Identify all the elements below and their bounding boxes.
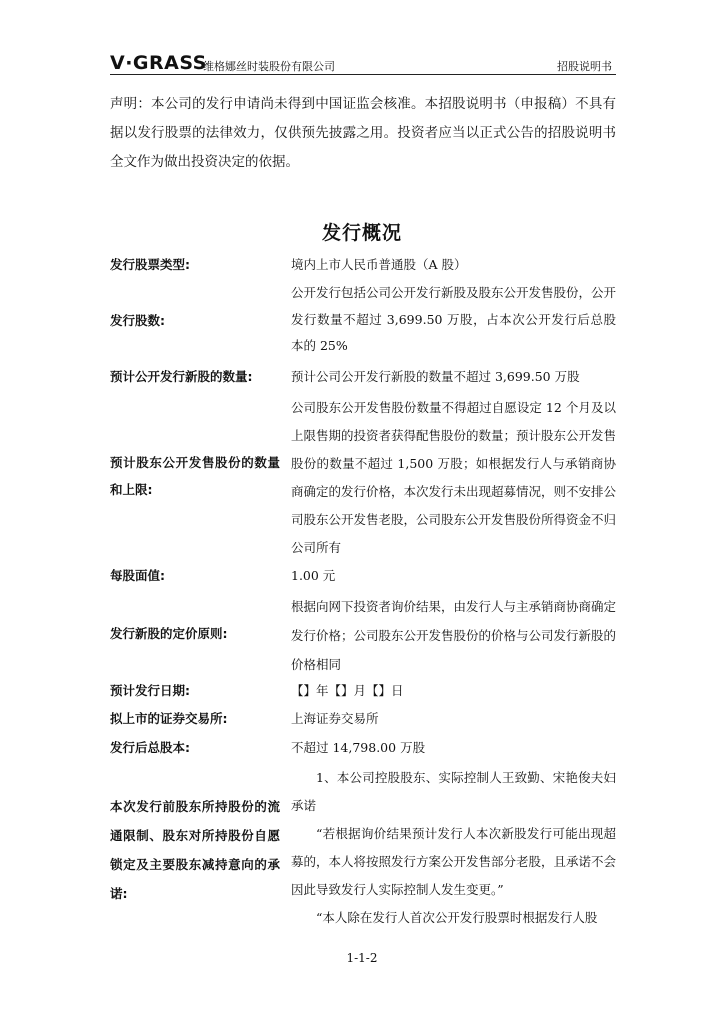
row-label: 发行后总股本:: [110, 740, 190, 755]
row-value: 1.00 元: [291, 568, 336, 583]
row-value: 公司股东公开发售股份数量不得超过自愿设定 12 个月及以上限售期的投资者获得配售股份的数量；预计股东公开发售股份的数量不超过 1,500 万股；如根据发行人与承销商协商确定的发行价格，本次发行未出现超募情况，则不安排公司股东公开发售老股，公司股东公开发售股份所得资金不归公司所有: [291, 400, 617, 555]
row-value-paragraph: 1、本公司控股股东、实际控制人王致勤、宋艳俊夫妇承诺: [291, 770, 616, 813]
row-label: 发行股票类型:: [110, 257, 190, 272]
company-logo: V·GRASS: [110, 52, 207, 74]
row-label: 预计股东公开发售股份的数量和上限:: [110, 455, 280, 497]
row-value: 不超过 14,798.00 万股: [291, 740, 426, 755]
row-value: 公开发行包括公司公开发行新股及股东公开发售股份，公开发行数量不超过 3,699.50 万股，占本次公开发行后总股本的 25%: [291, 285, 617, 353]
row-label: 发行股数:: [110, 313, 165, 328]
row-label: 发行新股的定价原则:: [110, 626, 228, 641]
row-label: 每股面值:: [110, 568, 165, 583]
company-name: 维格娜丝时装股份有限公司: [203, 60, 335, 73]
row-value: 上海证券交易所: [291, 711, 379, 726]
row-label: 拟上市的证券交易所:: [110, 711, 228, 726]
page-number: 1-1-2: [346, 951, 378, 965]
row-label: 预计公开发行新股的数量:: [110, 369, 253, 384]
row-value: 根据向网下投资者询价结果，由发行人与主承销商协商确定发行价格；公司股东公开发售股份的价格与公司发行新股的价格相同: [291, 599, 617, 672]
row-value-paragraph: “若根据询价结果预计发行人本次新股发行可能出现超募的，本人将按照发行方案公开发售部分老股，且承诺不会因此导致发行人实际控制人发生变更。”: [291, 826, 617, 897]
page-header: [110, 50, 616, 75]
row-value-paragraph: “本人除在发行人首次公开发行股票时根据发行人股: [316, 910, 598, 925]
row-label: 本次发行前股东所持股份的流通限制、股东对所持股份自愿锁定及主要股东减持意向的承诺:: [110, 799, 280, 901]
row-value: 预计公司公开发行新股的数量不超过 3,699.50 万股: [291, 369, 580, 384]
section-title: 发行概况: [321, 222, 402, 244]
row-label: 预计发行日期:: [110, 683, 190, 698]
disclaimer-statement: 声明：本公司的发行申请尚未得到中国证监会核准。本招股说明书（申报稿）不具有据以发行股票的法律效力，仅供预先披露之用。投资者应当以正式公告的招股说明书全文作为做出投资决定的依据。: [110, 96, 616, 170]
row-value: 【】年【】月【】日: [291, 683, 404, 698]
document-type: 招股说明书: [557, 60, 612, 73]
row-value: 境内上市人民币普通股（A 股）: [291, 257, 467, 272]
